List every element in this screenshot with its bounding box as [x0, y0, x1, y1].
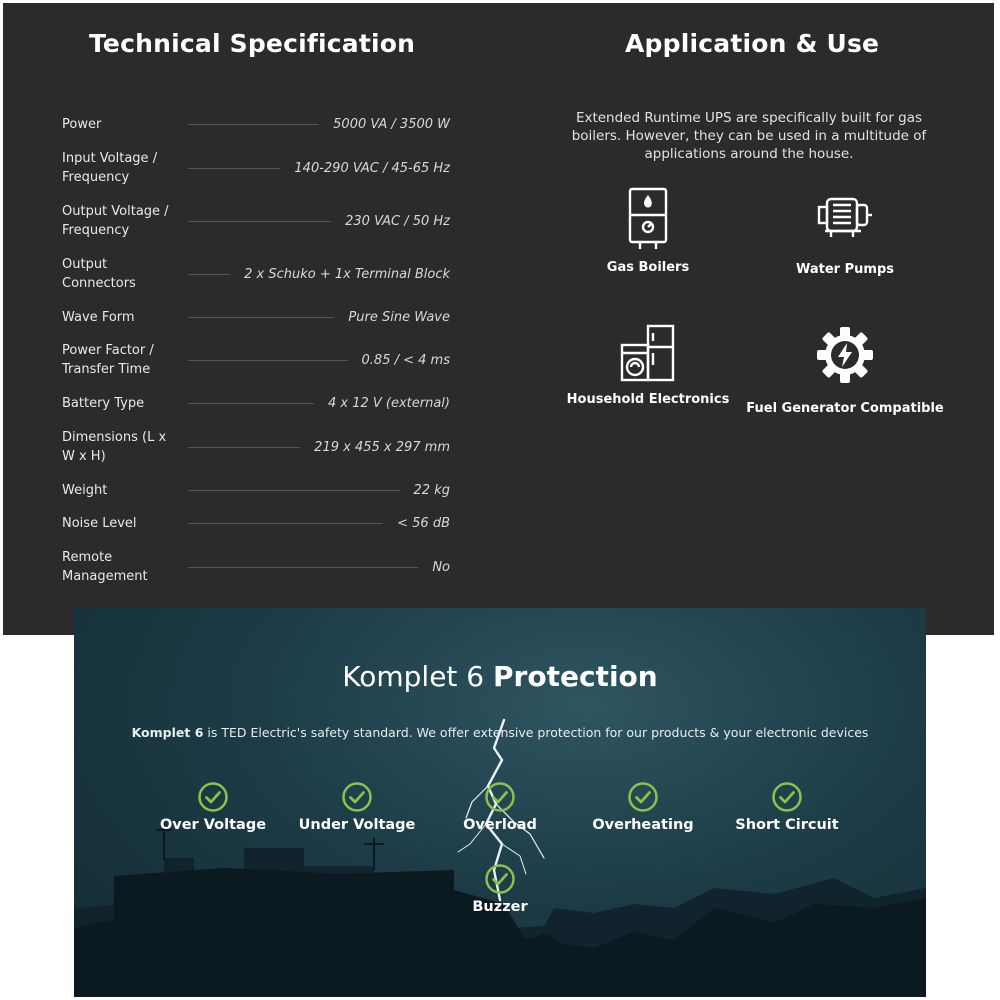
spec-value: < 56 dB [397, 516, 450, 531]
spec-row-output-voltage [62, 202, 450, 240]
spec-divider [188, 274, 230, 275]
check-circle-icon [627, 781, 659, 813]
protection-subtitle-text: is TED Electric's safety standard. We offer extensive protection for our products & your electronic devices [203, 725, 869, 740]
check-circle-icon [484, 781, 516, 813]
app-label: Gas Boilers [606, 260, 690, 275]
app-description: Extended Runtime UPS are specifically built for gas boilers. However, they can be used in a multitude of applications around the house. [571, 110, 927, 162]
spec-divider [188, 124, 319, 125]
spec-value: 230 VAC / 50 Hz [345, 213, 450, 229]
spec-row-power [62, 115, 450, 134]
protection-subtitle-brand: Komplet 6 [131, 725, 204, 740]
household-appliances-icon [618, 323, 678, 383]
protection-item-overheating [568, 781, 718, 833]
spec-value: 5000 VA / 3500 W [333, 117, 450, 132]
protection-item-short-circuit [712, 781, 862, 833]
app-item-water-pumps [745, 193, 945, 278]
spec-row-remote-management [62, 548, 450, 586]
check-circle-icon [341, 781, 373, 813]
protection-label: Buzzer [472, 899, 528, 915]
app-label: Fuel Generator Compatible [746, 401, 944, 416]
protection-label: Overload [463, 817, 537, 833]
protection-label: Under Voltage [298, 817, 416, 833]
top-panel [3, 3, 994, 635]
protection-item-overload [425, 781, 575, 833]
protection-title [74, 660, 926, 693]
spec-label: Weight [62, 483, 108, 498]
spec-divider [188, 403, 314, 404]
spec-divider [188, 567, 418, 568]
check-circle-icon [771, 781, 803, 813]
spec-row-power-factor [62, 341, 450, 379]
spec-divider [188, 447, 300, 448]
spec-label: Input Voltage / Frequency [62, 151, 158, 185]
spec-label: Battery Type [62, 396, 145, 411]
spec-value: Pure Sine Wave [348, 310, 450, 325]
spec-divider [188, 221, 331, 222]
spec-label: Noise Level [62, 516, 137, 531]
spec-row-output-connectors [62, 255, 450, 293]
protection-subtitle [74, 725, 926, 740]
spec-value: 0.85 / < 4 ms [361, 352, 450, 368]
protection-item-buzzer [425, 863, 575, 915]
protection-item-under-voltage [282, 781, 432, 833]
spec-value: 140-290 VAC / 45-65 Hz [294, 160, 450, 176]
spec-label: Power [62, 117, 102, 132]
check-circle-icon [484, 863, 516, 895]
protection-label: Over Voltage [159, 817, 267, 833]
protection-label: Overheating [592, 817, 694, 833]
spec-divider [188, 317, 334, 318]
spec-divider [188, 523, 383, 524]
protection-title-light: Komplet 6 [342, 660, 494, 693]
app-item-household-electronics [548, 323, 748, 408]
spec-value: 2 x Schuko + 1x Terminal Block [244, 266, 450, 282]
spec-row-weight [62, 481, 450, 500]
protection-title-bold: Protection [493, 660, 658, 693]
app-item-gas-boilers [548, 186, 748, 276]
spec-row-dimensions [62, 428, 450, 466]
spec-label: Remote Management [62, 550, 148, 584]
spec-label: Output Connectors [62, 257, 136, 291]
spec-divider [188, 168, 280, 169]
app-label: Water Pumps [796, 262, 894, 277]
app-title: Application & Use [625, 29, 880, 58]
app-label: Household Electronics [566, 392, 730, 407]
gas-boiler-icon [626, 186, 670, 252]
spec-row-wave-form [62, 308, 450, 327]
spec-title: Technical Specification [89, 29, 416, 58]
spec-divider [188, 360, 348, 361]
check-circle-icon [197, 781, 229, 813]
spec-value: 22 kg [413, 483, 450, 498]
spec-label: Power Factor / Transfer Time [62, 343, 154, 377]
spec-row-noise-level [62, 514, 450, 533]
spec-label: Wave Form [62, 310, 135, 325]
spec-value: 219 x 455 x 297 mm [314, 439, 450, 455]
spec-row-battery-type [62, 394, 450, 413]
spec-divider [188, 490, 400, 491]
generator-gear-bolt-icon [815, 325, 875, 385]
app-item-fuel-generator [745, 325, 945, 417]
protection-label: Short Circuit [735, 817, 839, 833]
protection-item-over-voltage [138, 781, 288, 833]
water-pump-icon [815, 193, 875, 243]
spec-value: No [432, 559, 450, 575]
protection-panel [74, 608, 926, 997]
spec-row-input-voltage [62, 149, 450, 187]
spec-label: Output Voltage / Frequency [62, 204, 169, 238]
spec-label: Dimensions (L x W x H) [62, 430, 167, 464]
spec-value: 4 x 12 V (external) [327, 396, 450, 411]
